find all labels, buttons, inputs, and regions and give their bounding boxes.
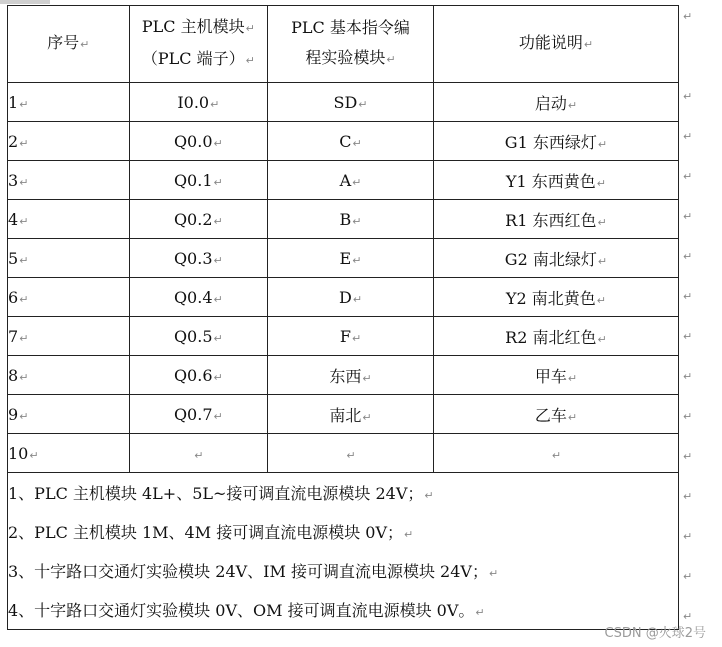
- note-text: 1、PLC 主机模块 4L+、5L~接可调直流电源模块 24V；↵: [8, 473, 679, 513]
- paragraph-mark-icon: ↵: [194, 448, 204, 462]
- paragraph-mark-icon: ↵: [351, 331, 362, 345]
- cell-module-terminal-text: E: [339, 248, 352, 268]
- header-experiment-module: PLC 基本指令编 程实验模块↵: [268, 6, 434, 83]
- cell-module-terminal-text: C: [339, 131, 352, 151]
- paragraph-mark-icon: ↵: [362, 410, 372, 424]
- paragraph-mark-icon: ↵: [19, 136, 29, 150]
- cell-function-text: G2 南北绿灯: [504, 249, 597, 269]
- table-row: [8, 395, 679, 434]
- paragraph-mark-icon: ↵: [213, 214, 223, 228]
- paragraph-mark-icon: ↵: [596, 293, 606, 307]
- header-seq: 序号↵: [8, 6, 130, 83]
- cell-seq-text: 6: [8, 287, 19, 307]
- paragraph-mark-icon: ↵: [213, 292, 223, 306]
- cell-function-text: R1 东西红色: [505, 210, 597, 230]
- note-row: [8, 473, 679, 513]
- paragraph-mark-icon: ↵: [213, 253, 223, 267]
- row-end-mark-icon: ↵: [683, 210, 693, 223]
- cell-function: [433, 122, 678, 161]
- cell-function-text: R2 南北红色: [505, 327, 597, 347]
- paragraph-mark-icon: ↵: [213, 175, 223, 189]
- cell-module-terminal-text: SD: [333, 92, 358, 112]
- cell-seq-text: 7: [8, 326, 19, 346]
- paragraph-mark-icon: ↵: [404, 528, 414, 541]
- cell-module-terminal: [268, 122, 434, 161]
- paragraph-mark-icon: ↵: [551, 448, 562, 462]
- paragraph-mark-icon: ↵: [583, 38, 594, 51]
- cell-module-terminal-text: A: [339, 170, 352, 190]
- cell-function: [433, 278, 678, 317]
- cell-function: [433, 317, 678, 356]
- cell-module-terminal-text: D: [338, 287, 352, 307]
- cell-function-text: 启动: [534, 93, 567, 113]
- cell-seq-text: 3: [8, 170, 19, 190]
- paragraph-mark-icon: ↵: [213, 331, 223, 345]
- cell-module-terminal-text: F: [339, 326, 351, 346]
- table-row: [8, 239, 679, 278]
- row-end-mark-icon: ↵: [683, 410, 693, 423]
- cell-module-terminal-text: B: [339, 209, 352, 229]
- row-end-mark-icon: ↵: [683, 330, 693, 343]
- paragraph-mark-icon: ↵: [567, 410, 578, 424]
- cell-function-text: 甲车: [534, 366, 567, 386]
- paragraph-mark-icon: ↵: [29, 448, 39, 462]
- cell-module-terminal: [268, 278, 434, 317]
- paragraph-mark-icon: ↵: [19, 175, 29, 189]
- table-row: [8, 200, 679, 239]
- note-row: [8, 590, 679, 630]
- cell-plc-terminal: [129, 434, 268, 473]
- paragraph-mark-icon: ↵: [386, 53, 396, 66]
- paragraph-mark-icon: ↵: [213, 136, 223, 150]
- cell-plc-terminal: [129, 161, 268, 200]
- cell-function: [433, 83, 678, 122]
- cell-module-terminal: [268, 239, 434, 278]
- cell-plc-terminal: [129, 239, 268, 278]
- table-row: [8, 434, 679, 473]
- cell-module-terminal: [268, 434, 434, 473]
- paragraph-mark-icon: ↵: [597, 215, 607, 229]
- paragraph-mark-icon: ↵: [597, 332, 607, 346]
- table-row: [8, 83, 679, 122]
- paragraph-mark-icon: ↵: [245, 54, 255, 67]
- paragraph-mark-icon: ↵: [488, 567, 499, 580]
- paragraph-mark-icon: ↵: [245, 22, 255, 35]
- table-header-row: [8, 6, 679, 83]
- cell-module-terminal-text: 东西: [329, 366, 362, 386]
- row-end-mark-icon: ↵: [683, 250, 693, 263]
- cell-module-terminal-text: 南北: [329, 405, 362, 425]
- cell-function-text: 乙车: [534, 405, 567, 425]
- table-row: [8, 317, 679, 356]
- cell-function: [433, 200, 678, 239]
- cell-function-text: Y2 南北黄色: [505, 288, 596, 308]
- note-row: [8, 551, 679, 590]
- paragraph-mark-icon: ↵: [352, 175, 362, 189]
- cell-module-terminal: [268, 356, 434, 395]
- cell-plc-terminal-text: Q0.5: [173, 326, 213, 346]
- paragraph-mark-icon: ↵: [352, 292, 363, 306]
- paragraph-mark-icon: ↵: [210, 97, 220, 111]
- paragraph-mark-icon: ↵: [19, 292, 29, 306]
- cell-module-terminal: [268, 200, 434, 239]
- note-row: [8, 512, 679, 551]
- cell-plc-terminal-text: Q0.0: [173, 131, 213, 151]
- paragraph-mark-icon: ↵: [596, 176, 606, 190]
- row-end-mark-icon: ↵: [683, 490, 693, 503]
- cell-seq: [8, 395, 130, 434]
- note-text: 4、十字路口交通灯实验模块 0V、OM 接可调直流电源模块 0V。↵: [8, 590, 679, 630]
- row-end-mark-icon: ↵: [683, 370, 693, 383]
- io-assignment-table: [7, 5, 679, 630]
- cell-plc-terminal: [129, 200, 268, 239]
- top-left-mark: [0, 0, 50, 4]
- cell-plc-terminal-text: Q0.7: [173, 404, 213, 424]
- paragraph-mark-icon: ↵: [352, 253, 362, 267]
- cell-plc-terminal-text: I0.0: [177, 92, 210, 112]
- row-end-mark-icon: ↵: [683, 130, 693, 143]
- paragraph-mark-icon: ↵: [213, 370, 223, 384]
- cell-seq: [8, 239, 130, 278]
- note-text: 3、十字路口交通灯实验模块 24V、IM 接可调直流电源模块 24V；↵: [8, 551, 679, 590]
- cell-seq: [8, 356, 130, 395]
- paragraph-mark-icon: ↵: [19, 409, 29, 423]
- paragraph-mark-icon: ↵: [362, 371, 372, 385]
- cell-plc-terminal-text: Q0.2: [173, 209, 213, 229]
- cell-seq-text: 2: [8, 131, 19, 151]
- cell-seq-text: 1: [8, 92, 19, 112]
- table-row: [8, 356, 679, 395]
- paragraph-mark-icon: ↵: [19, 253, 29, 267]
- cell-function: [433, 356, 678, 395]
- cell-seq-text: 10: [8, 443, 29, 463]
- row-end-mark-icon: ↵: [683, 10, 693, 23]
- paragraph-mark-icon: ↵: [597, 137, 608, 151]
- cell-plc-terminal-text: Q0.4: [173, 287, 213, 307]
- cell-plc-terminal: [129, 278, 268, 317]
- cell-seq: [8, 434, 130, 473]
- cell-seq: [8, 317, 130, 356]
- paragraph-mark-icon: ↵: [80, 38, 90, 51]
- paragraph-mark-icon: ↵: [213, 409, 223, 423]
- cell-plc-terminal-text: Q0.1: [173, 170, 213, 190]
- paragraph-mark-icon: ↵: [358, 97, 368, 111]
- cell-module-terminal: [268, 83, 434, 122]
- cell-function-text: G1 东西绿灯: [504, 132, 597, 152]
- table-row: [8, 161, 679, 200]
- cell-function: [433, 434, 678, 473]
- table-row: [8, 278, 679, 317]
- cell-seq: [8, 161, 130, 200]
- paragraph-mark-icon: ↵: [19, 370, 29, 384]
- paragraph-mark-icon: ↵: [475, 606, 485, 619]
- cell-plc-terminal-text: Q0.3: [173, 248, 213, 268]
- cell-plc-terminal: [129, 356, 268, 395]
- paragraph-mark-icon: ↵: [567, 371, 578, 385]
- cell-seq: [8, 83, 130, 122]
- row-end-mark-icon: ↵: [683, 90, 693, 103]
- paragraph-mark-icon: ↵: [19, 331, 29, 345]
- paragraph-mark-icon: ↵: [346, 448, 356, 462]
- cell-module-terminal: [268, 161, 434, 200]
- cell-seq-text: 4: [8, 209, 19, 229]
- watermark: CSDN @火球2号: [604, 626, 706, 641]
- cell-seq-text: 9: [8, 404, 19, 424]
- cell-plc-terminal: [129, 83, 268, 122]
- note-text: 2、PLC 主机模块 1M、4M 接可调直流电源模块 0V；↵: [8, 512, 679, 551]
- paragraph-mark-icon: ↵: [352, 136, 362, 150]
- row-end-mark-icon: ↵: [683, 610, 693, 623]
- cell-module-terminal: [268, 317, 434, 356]
- paragraph-mark-icon: ↵: [424, 489, 434, 502]
- cell-function: [433, 395, 678, 434]
- table-row: [8, 122, 679, 161]
- cell-function: [433, 161, 678, 200]
- cell-plc-terminal-text: Q0.6: [173, 365, 213, 385]
- paragraph-mark-icon: ↵: [567, 98, 578, 112]
- cell-function: [433, 239, 678, 278]
- cell-plc-terminal: [129, 317, 268, 356]
- row-end-mark-icon: ↵: [683, 290, 693, 303]
- row-end-mark-icon: ↵: [683, 530, 693, 543]
- paragraph-mark-icon: ↵: [597, 254, 608, 268]
- cell-plc-terminal: [129, 395, 268, 434]
- cell-seq-text: 5: [8, 248, 19, 268]
- row-end-mark-icon: ↵: [683, 450, 693, 463]
- paragraph-mark-icon: ↵: [352, 214, 362, 228]
- header-plc-module: PLC 主机模块↵ （PLC 端子）↵: [129, 6, 268, 83]
- cell-function-text: Y1 东西黄色: [505, 171, 596, 191]
- paragraph-mark-icon: ↵: [19, 97, 29, 111]
- cell-seq: [8, 122, 130, 161]
- cell-seq-text: 8: [8, 365, 19, 385]
- row-end-mark-icon: ↵: [683, 170, 693, 183]
- cell-seq: [8, 200, 130, 239]
- paragraph-mark-icon: ↵: [19, 214, 29, 228]
- header-function: 功能说明↵: [433, 6, 678, 83]
- cell-plc-terminal: [129, 122, 268, 161]
- cell-seq: [8, 278, 130, 317]
- cell-module-terminal: [268, 395, 434, 434]
- row-end-mark-icon: ↵: [683, 570, 693, 583]
